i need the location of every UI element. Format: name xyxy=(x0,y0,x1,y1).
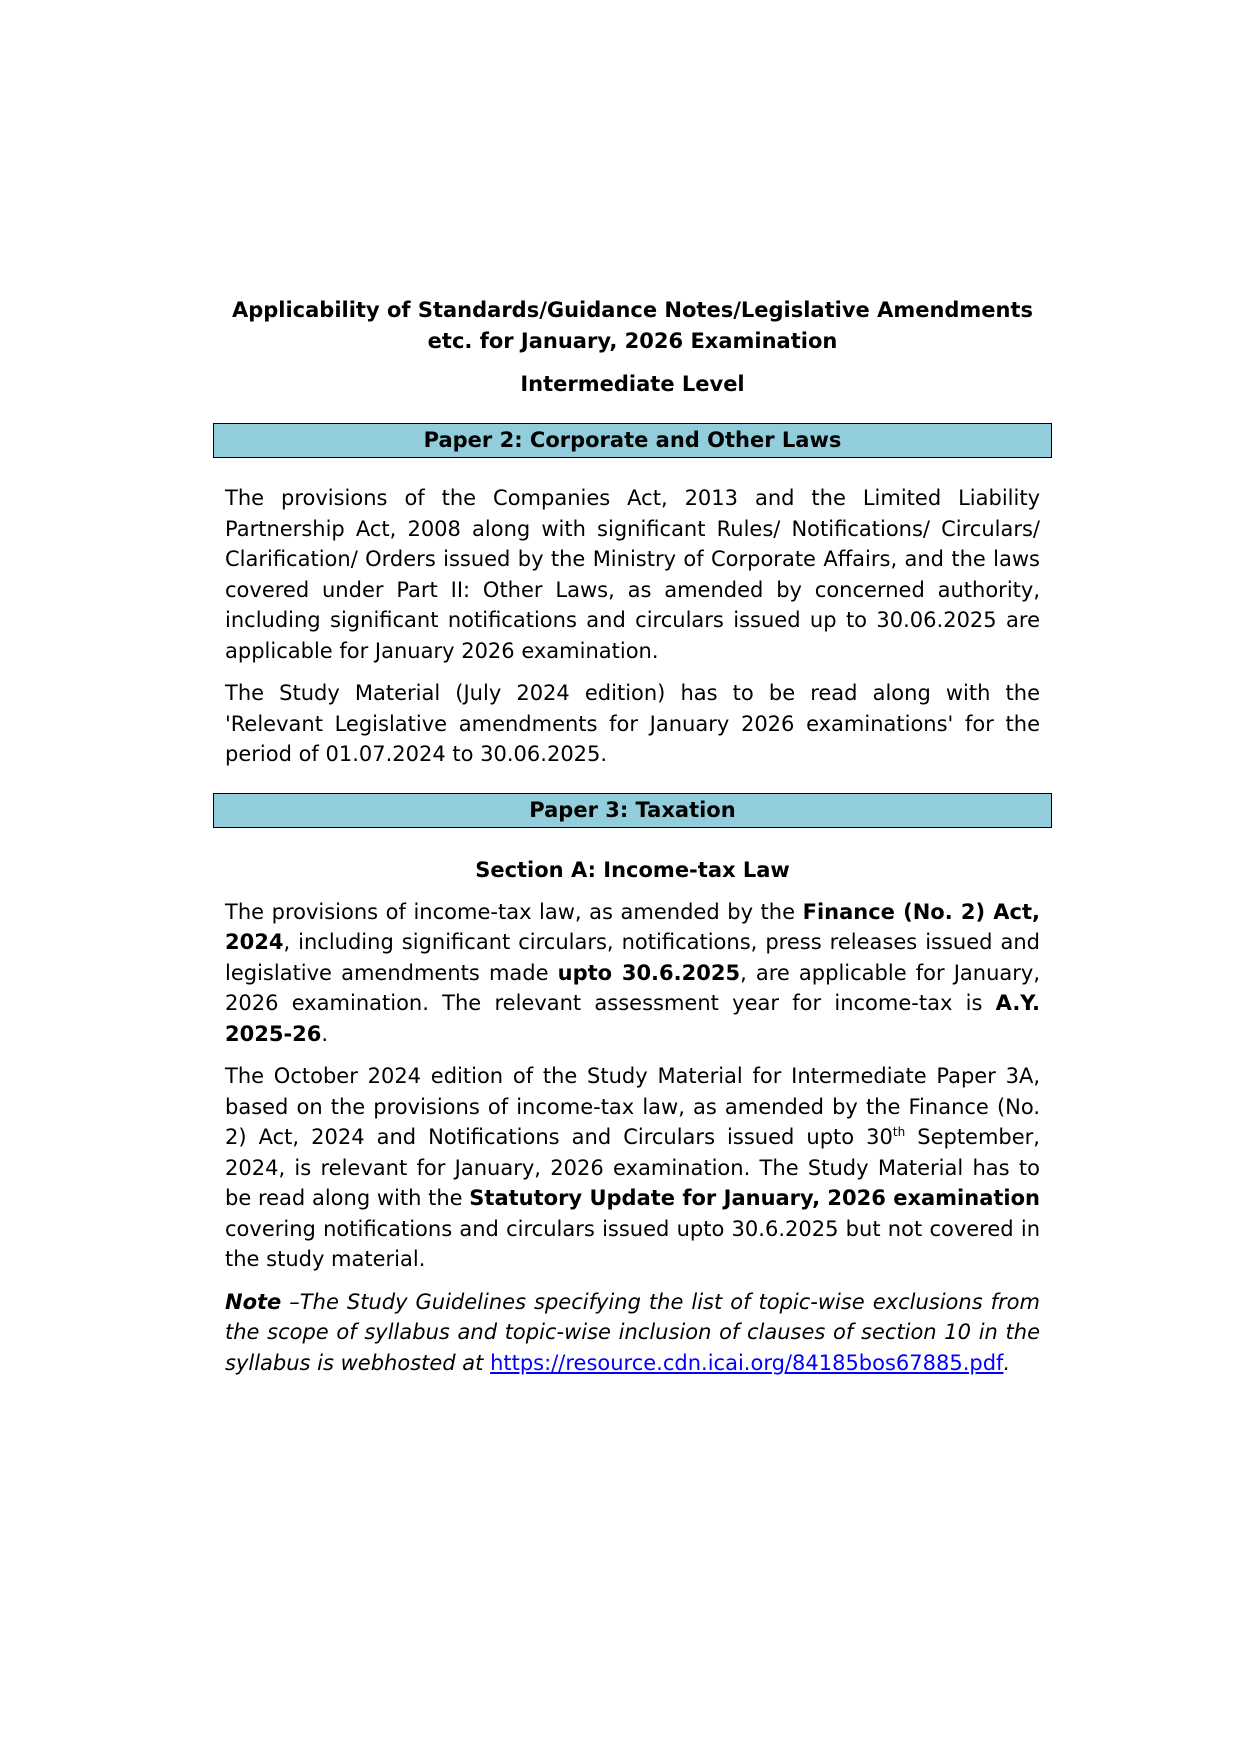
text-segment: The provisions of income-tax law, as amended by the xyxy=(225,899,803,924)
paper-2-paragraph-1: The provisions of the Companies Act, 2013 and the Limited Liability Partnership Act, 2008 along with significant Rules/ Notifications/ Circulars/ Clarification/ Orders issued by the Ministry of Corporate Affairs, and the laws covered under Part II: Other Laws, as amended by concerned authority, including significant notifications and circulars issued up to 30.06.2025 are applicable for January 2026 examination. xyxy=(225,486,1040,663)
document-title: Applicability of Standards/Guidance Notes/Legislative Amendments etc. for January, 2026 Examination xyxy=(231,298,1034,353)
text-segment: The October 2024 edition of the Study Material for Intermediate Paper 3A, based on the provisions of income-tax law, as amended by the Finance (No. 2) Act, 2024 and Notifications and Circulars issued upto 30 xyxy=(225,1064,1040,1149)
bold-text: upto 30.6.2025 xyxy=(557,960,741,985)
paper-3-paragraph-2 xyxy=(225,1061,1040,1275)
paper-2-paragraph-2: The Study Material (July 2024 edition) has to be read along with the 'Relevant Legislative amendments for January 2026 examinations' for the period of 01.07.2024 to 30.06.2025. xyxy=(225,681,1040,766)
text-segment: , are applicable for January, 2026 examination. The relevant assessment year for income-tax is xyxy=(225,960,1041,1015)
note-end: . xyxy=(1003,1350,1011,1375)
note-text: –The Study Guidelines specifying the list of topic-wise exclusions from the scope of syllabus and topic-wise inclusion of clauses of section 10 in the syllabus is webhosted at xyxy=(225,1289,1040,1375)
paper-3-heading: Paper 3: Taxation xyxy=(213,793,1052,828)
text-segment: , including significant circulars, notifications, press releases issued and legislative amendments made xyxy=(225,930,1040,985)
text-segment: . xyxy=(321,1021,329,1046)
note-label: Note xyxy=(225,1289,282,1314)
level-heading: Intermediate Level xyxy=(520,372,745,396)
text-segment: September, 2024, is relevant for January, 2026 examination. The Study Material has to be read along with the xyxy=(225,1125,1040,1210)
paper-2-heading: Paper 2: Corporate and Other Laws xyxy=(213,423,1052,458)
text-segment: covering notifications and circulars issued upto 30.6.2025 but not covered in the study material. xyxy=(225,1216,1040,1271)
superscript: th xyxy=(892,1125,906,1139)
study-guidelines-note xyxy=(225,1287,1040,1379)
document-content xyxy=(213,295,1052,1378)
bold-text: Statutory Update for January, 2026 examination xyxy=(469,1186,1040,1210)
bold-text: Finance (No. 2) Act, 2024 xyxy=(225,899,1040,954)
study-guidelines-link[interactable]: https://resource.cdn.icai.org/84185bos67885.pdf xyxy=(490,1350,1004,1375)
section-a-heading: Section A: Income-tax Law xyxy=(475,857,790,882)
paper-3-paragraph-1 xyxy=(225,897,1040,1050)
bold-text: A.Y. 2025-26 xyxy=(225,991,1040,1046)
